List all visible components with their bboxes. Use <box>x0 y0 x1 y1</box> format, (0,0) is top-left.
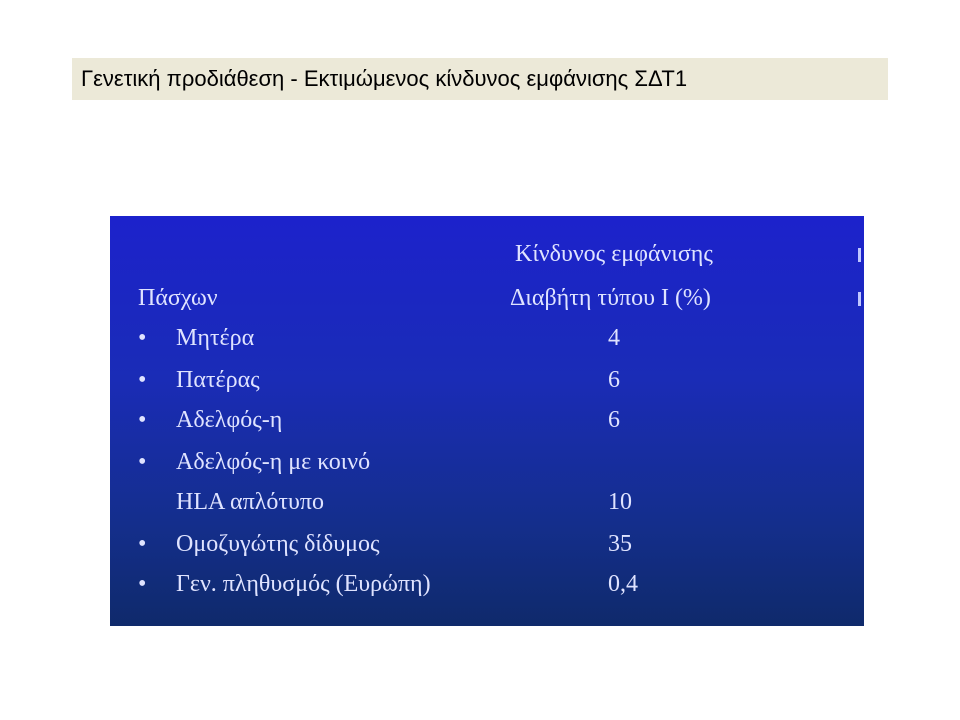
row-label: Ομοζυγώτης δίδυμος <box>176 531 380 557</box>
row-value: 35 <box>608 531 632 557</box>
header-risk-line1: Κίνδυνος εμφάνισης <box>515 241 713 267</box>
row-label: Γεν. πληθυσμός (Ευρώπη) <box>176 571 431 597</box>
row-value: 0,4 <box>608 571 638 597</box>
bullet-icon: • <box>138 407 147 433</box>
row-label: Αδελφός-η με κοινό <box>176 449 371 475</box>
row-label-continuation: HLA απλότυπο <box>176 489 324 515</box>
row-label: Πατέρας <box>176 367 260 393</box>
bullet-icon: • <box>138 571 147 597</box>
bullet-icon: • <box>138 325 147 351</box>
row-value: 10 <box>608 489 632 515</box>
row-label: Αδελφός-η <box>176 407 283 433</box>
header-patient: Πάσχων <box>138 285 218 311</box>
header-risk-line2: Διαβήτη τύπου Ι (%) <box>510 285 711 311</box>
bullet-icon: • <box>138 449 147 475</box>
slide-title: Γενετική προδιάθεση - Εκτιμώμενος κίνδυνος εμφάνισης ΣΔΤ1 <box>72 58 888 100</box>
risk-table-panel <box>110 216 864 626</box>
clipped-text-fragment <box>858 292 861 306</box>
bullet-icon: • <box>138 531 147 557</box>
row-value: 6 <box>608 367 620 393</box>
row-label: Μητέρα <box>176 325 255 351</box>
row-value: 4 <box>608 325 620 351</box>
row-value: 6 <box>608 407 620 433</box>
bullet-icon: • <box>138 367 147 393</box>
clipped-text-fragment <box>858 248 861 262</box>
